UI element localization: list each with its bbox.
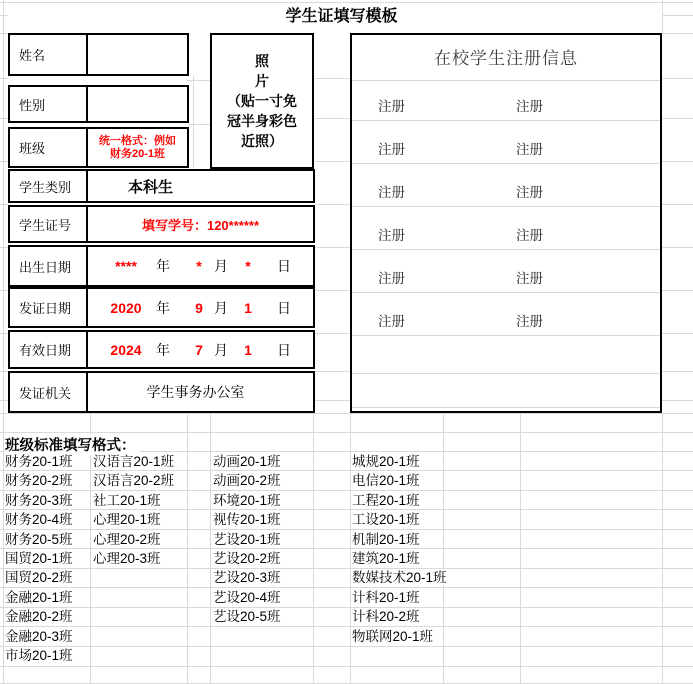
class-list-item: 国贸20-2班	[5, 570, 73, 586]
gridline	[662, 371, 693, 372]
gridline	[0, 371, 8, 372]
gridline	[0, 432, 693, 433]
field-value-name[interactable]	[88, 35, 187, 74]
field-row-issue-date	[8, 287, 315, 328]
date-day-unit: 日	[277, 299, 291, 316]
register-cell[interactable]: 注册	[516, 228, 543, 243]
gridline	[187, 124, 210, 125]
gridline	[315, 161, 350, 162]
field-value-text: 填写学号：120******	[141, 217, 260, 233]
registration-row	[352, 269, 660, 289]
gridline	[352, 120, 660, 121]
gridline	[187, 413, 188, 683]
registration-row	[352, 183, 660, 203]
date-year-unit: 年	[156, 299, 170, 316]
gridline	[443, 413, 444, 683]
class-list-item: 艺设20-4班	[213, 589, 281, 605]
registration-row	[352, 226, 660, 246]
gridline	[0, 666, 693, 667]
class-list-item: 环境20-1班	[213, 492, 281, 508]
field-value-student-id[interactable]	[88, 207, 313, 241]
field-value-class[interactable]	[88, 129, 187, 166]
gridline	[315, 400, 350, 401]
class-list-item: 建筑20-1班	[352, 551, 420, 566]
field-value-issue-date[interactable]	[88, 289, 313, 326]
field-row-issuer	[8, 371, 315, 413]
gridline	[662, 333, 693, 334]
gridline	[0, 509, 693, 510]
gridline	[352, 163, 660, 164]
register-cell[interactable]: 注册	[378, 314, 405, 329]
registration-title: 在校学生注册信息	[434, 49, 578, 68]
field-label-name: 姓名	[10, 35, 88, 74]
gridline	[315, 290, 350, 291]
field-label-valid-date: 有效日期	[10, 332, 88, 367]
class-list-item: 工程20-1班	[352, 492, 420, 508]
register-cell[interactable]: 注册	[516, 142, 543, 157]
gridline	[662, 247, 693, 248]
gridline	[313, 413, 314, 683]
gridline	[352, 407, 660, 408]
registration-row	[352, 140, 660, 160]
gridline	[210, 413, 211, 683]
class-list-item: 艺设20-5班	[213, 609, 281, 625]
field-value-text: 统一格式：例如 财务20-1班	[99, 134, 176, 160]
gridline	[0, 33, 8, 34]
gridline	[315, 118, 350, 119]
register-cell[interactable]: 注册	[378, 99, 405, 114]
class-list-item: 城规20-1班	[352, 454, 420, 469]
field-label-birth-date: 出生日期	[10, 247, 88, 285]
field-row-student-type	[8, 169, 315, 203]
class-list-item: 电信20-1班	[352, 473, 420, 489]
gridline	[0, 607, 693, 608]
gridline	[352, 249, 660, 250]
photo-box-line: 近照）	[241, 133, 283, 149]
date-month-unit: 月	[214, 258, 228, 274]
gridline	[315, 78, 350, 79]
field-value-valid-date[interactable]	[88, 332, 313, 367]
date-month-unit: 月	[214, 299, 228, 316]
field-value-text: 本科生	[128, 178, 174, 196]
field-label-student-type: 学生类别	[10, 171, 88, 201]
register-cell[interactable]: 注册	[516, 271, 543, 286]
class-list-item: 心理20-3班	[93, 551, 161, 566]
field-value-student-type[interactable]	[88, 171, 313, 201]
gridline	[662, 204, 693, 205]
date-month-value: 9	[195, 299, 203, 316]
gridline	[0, 290, 8, 291]
class-list-item: 机制20-1班	[352, 531, 420, 547]
date-year-unit: 年	[156, 341, 170, 358]
class-list-item: 财务20-1班	[5, 454, 73, 469]
photo-box-line: 冠半身彩色	[227, 113, 297, 129]
field-row-student-id	[8, 205, 315, 243]
class-list-item: 工设20-1班	[352, 512, 420, 528]
class-list-item: 国贸20-1班	[5, 551, 73, 566]
register-cell[interactable]: 注册	[378, 185, 405, 200]
gridline	[352, 335, 660, 336]
class-list-item: 汉语言20-2班	[93, 473, 175, 489]
class-list-item: 计科20-2班	[352, 609, 420, 625]
gridline	[315, 333, 350, 334]
field-label-gender: 性别	[10, 87, 88, 121]
gridline	[0, 400, 8, 401]
date-day-value: 1	[244, 299, 252, 316]
class-list-item: 金融20-1班	[5, 589, 73, 605]
gridline	[0, 587, 693, 588]
gridline	[0, 490, 693, 491]
gridline	[315, 371, 350, 372]
class-list-item: 视传20-1班	[213, 512, 281, 528]
field-row-name	[8, 33, 189, 76]
gridline	[0, 470, 693, 471]
date-month-value: *	[196, 258, 202, 274]
class-list-item: 市场20-1班	[5, 648, 73, 663]
date-month-unit: 月	[214, 341, 228, 358]
register-cell[interactable]: 注册	[378, 142, 405, 157]
gridline	[0, 78, 8, 79]
gridline	[0, 568, 693, 569]
field-row-gender	[8, 85, 189, 123]
class-list-item: 财务20-2班	[5, 473, 73, 489]
gridline	[3, 0, 4, 684]
gridline	[315, 204, 350, 205]
photo-box-line: 照	[255, 53, 269, 69]
photo-box-line: 片	[255, 73, 269, 89]
gridline	[0, 529, 693, 530]
gridline	[352, 373, 660, 374]
gridline	[662, 400, 693, 401]
gridline	[315, 247, 350, 248]
class-list-item: 财务20-4班	[5, 512, 73, 528]
date-year-value: ****	[115, 258, 137, 274]
gridline	[0, 118, 8, 119]
class-list-item: 心理20-1班	[93, 512, 161, 528]
gridline	[352, 206, 660, 207]
field-label-class: 班级	[10, 129, 88, 166]
class-list-item: 计科20-1班	[352, 589, 420, 605]
class-list-item: 艺设20-3班	[213, 570, 281, 586]
gridline	[352, 80, 660, 81]
class-list-item: 金融20-3班	[5, 628, 73, 644]
field-value-issuer[interactable]	[88, 373, 313, 411]
registration-row	[352, 97, 660, 117]
register-cell[interactable]: 注册	[516, 99, 543, 114]
class-list-item: 艺设20-1班	[213, 531, 281, 547]
gridline	[352, 292, 660, 293]
field-label-issue-date: 发证日期	[10, 289, 88, 326]
register-cell[interactable]: 注册	[378, 228, 405, 243]
gridline	[0, 646, 693, 647]
gridline	[0, 548, 693, 549]
gridline	[662, 290, 693, 291]
gridline	[662, 413, 663, 684]
gridline	[0, 247, 8, 248]
gridline	[662, 118, 693, 119]
gridline	[187, 80, 210, 81]
gridline	[0, 333, 8, 334]
class-list-item: 心理20-2班	[93, 531, 161, 547]
gridline	[662, 78, 693, 79]
class-list-item: 数媒技术20-1班	[352, 570, 447, 586]
date-year-value: 2024	[110, 341, 142, 358]
class-list-item: 财务20-5班	[5, 531, 73, 547]
gridline	[193, 76, 194, 168]
class-format-header: 班级标准填写格式：	[5, 434, 140, 455]
class-list-item: 社工20-1班	[93, 492, 161, 508]
gridline	[520, 413, 521, 683]
class-list-item: 金融20-2班	[5, 609, 73, 625]
gridline	[662, 161, 693, 162]
date-day-unit: 日	[277, 341, 291, 358]
date-year-value: 2020	[110, 299, 142, 316]
class-list-item: 汉语言20-1班	[93, 454, 175, 469]
class-list-item: 艺设20-2班	[213, 551, 281, 566]
photo-box[interactable]	[210, 33, 314, 169]
field-row-valid-date	[8, 330, 315, 369]
register-cell[interactable]: 注册	[516, 185, 543, 200]
gridline	[0, 626, 693, 627]
gridline	[0, 2, 693, 3]
photo-box-line: （贴一寸免	[227, 93, 297, 109]
date-month-value: 7	[195, 341, 203, 358]
gridline	[662, 33, 693, 34]
class-list-item: 财务20-3班	[5, 492, 73, 508]
registration-box	[350, 33, 662, 413]
field-label-issuer: 发证机关	[10, 373, 88, 411]
field-row-birth-date	[8, 245, 315, 287]
registration-row	[352, 312, 660, 332]
class-list-item: 动画20-1班	[213, 454, 281, 469]
field-value-text: 学生事务办公室	[146, 384, 245, 400]
gridline	[0, 161, 8, 162]
gridline	[0, 413, 693, 414]
class-list-item: 物联网20-1班	[352, 628, 434, 644]
field-value-gender[interactable]	[88, 87, 187, 121]
field-value-birth-date[interactable]	[88, 247, 313, 285]
register-cell[interactable]: 注册	[516, 314, 543, 329]
page-title: 学生证填写模板	[285, 8, 398, 25]
date-day-unit: 日	[277, 258, 291, 274]
register-cell[interactable]: 注册	[378, 271, 405, 286]
gridline	[350, 413, 351, 683]
class-list-item: 动画20-2班	[213, 473, 281, 489]
date-day-value: *	[245, 258, 251, 274]
date-year-unit: 年	[156, 258, 170, 274]
date-day-value: 1	[244, 341, 252, 358]
gridline	[0, 204, 8, 205]
field-row-class	[8, 127, 189, 168]
field-label-student-id: 学生证号	[10, 207, 88, 241]
